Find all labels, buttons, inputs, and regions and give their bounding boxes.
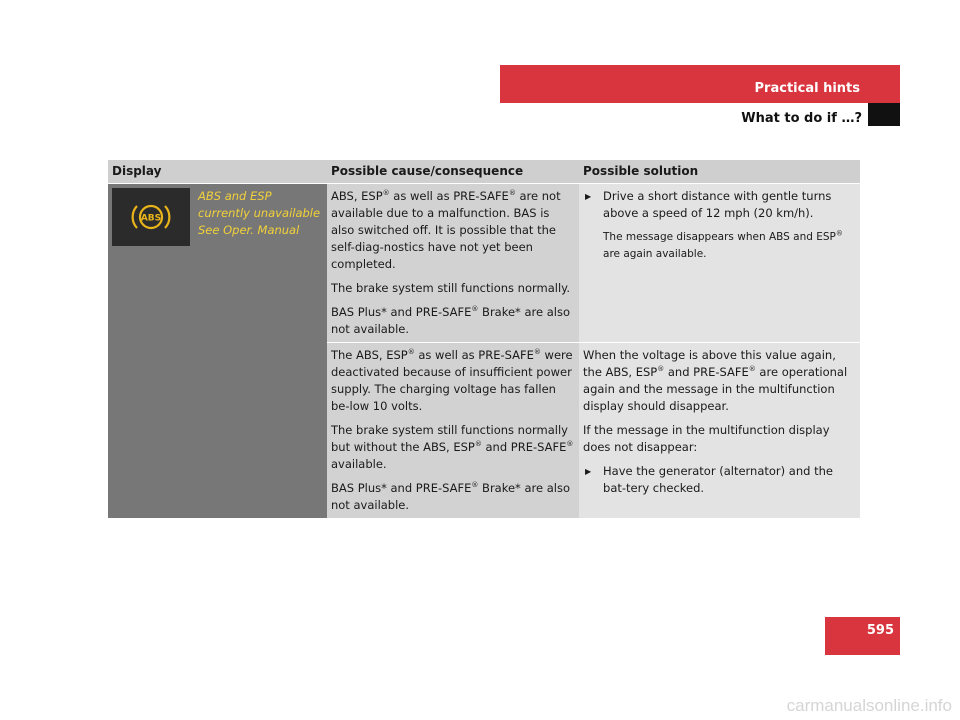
watermark: carmanualsonline.info	[786, 696, 952, 715]
text: Brake* are also not available.	[330, 481, 570, 512]
column-header-cause: Possible cause/consequence	[327, 160, 579, 184]
page-number: 595	[825, 617, 900, 655]
text: as well as PRE-SAFE	[414, 348, 534, 362]
subsection-title: What to do if …?	[741, 111, 862, 126]
solution-cell	[579, 343, 860, 519]
text: ABS, ESP	[330, 189, 383, 203]
solution-paragraph: If the message in the multifunction display does not disappear:	[583, 423, 830, 454]
text: BAS Plus* and PRE-SAFE	[330, 481, 472, 495]
cause-paragraph	[331, 347, 575, 415]
solution-step: ▶ Drive a short distance with gentle turns above a speed of 12 mph (20 km/h).	[583, 188, 856, 222]
cause-cell	[327, 343, 579, 519]
column-header-solution: Possible solution	[579, 160, 860, 184]
registered-mark: ®	[533, 348, 541, 357]
registered-mark: ®	[748, 365, 756, 374]
registered-mark: ®	[471, 305, 479, 314]
section-title: Practical hints	[754, 81, 860, 96]
display-cell	[108, 184, 327, 519]
text: available.	[330, 457, 387, 471]
text: are operational again and the message in the multifunction display should disappear.	[583, 365, 848, 413]
registered-mark: ®	[657, 365, 665, 374]
cause-cell	[327, 184, 579, 343]
solution-cell	[579, 184, 860, 343]
text: are again available.	[603, 248, 707, 260]
header-bar	[500, 65, 900, 103]
registered-mark: ®	[471, 481, 479, 490]
solution-note	[583, 229, 856, 263]
text: as well as PRE-SAFE	[389, 189, 509, 203]
text: and PRE-SAFE	[481, 440, 567, 454]
registered-mark: ®	[508, 189, 516, 198]
header-tab	[868, 103, 900, 126]
text: The message disappears when ABS and ESP	[603, 231, 836, 243]
cause-paragraph	[331, 304, 575, 338]
cause-paragraph	[331, 422, 575, 473]
text: are not available due to a malfunction. BAS is also switched off. It is possible that the self-diag-nostics have not yet been completed.	[330, 189, 561, 271]
solution-step: ▶ Have the generator (alternator) and the bat-tery checked.	[583, 463, 856, 497]
registered-mark: ®	[382, 189, 390, 198]
registered-mark: ®	[407, 348, 415, 357]
text: BAS Plus* and PRE-SAFE	[330, 305, 472, 319]
text: The brake system still functions normally but without the ABS, ESP	[330, 423, 568, 454]
cause-paragraph: The brake system still functions normally.	[330, 281, 570, 295]
registered-mark: ®	[566, 440, 574, 449]
table-row	[108, 184, 860, 343]
troubleshooting-table	[108, 160, 860, 519]
text: and PRE-SAFE	[664, 365, 749, 379]
cause-paragraph	[331, 480, 575, 514]
display-message-line: ABS and ESP	[198, 189, 272, 203]
registered-mark: ®	[835, 229, 843, 238]
display-message-line: See Oper. Manual	[198, 223, 300, 237]
text: Brake* are also not available.	[330, 305, 570, 336]
text: When the voltage is above this value again, the ABS, ESP	[583, 348, 836, 379]
display-message-line: currently unavailable	[198, 206, 321, 220]
cause-paragraph	[331, 188, 575, 273]
abs-warning-icon	[112, 188, 190, 246]
registered-mark: ®	[474, 440, 482, 449]
svg-text:ABS: ABS	[140, 213, 162, 224]
column-header-display: Display	[108, 160, 327, 184]
solution-paragraph	[583, 347, 856, 415]
text: were deactivated because of insufficient power supply. The charging voltage has fallen be-low 10 volts.	[330, 348, 573, 413]
text: The ABS, ESP	[330, 348, 408, 362]
